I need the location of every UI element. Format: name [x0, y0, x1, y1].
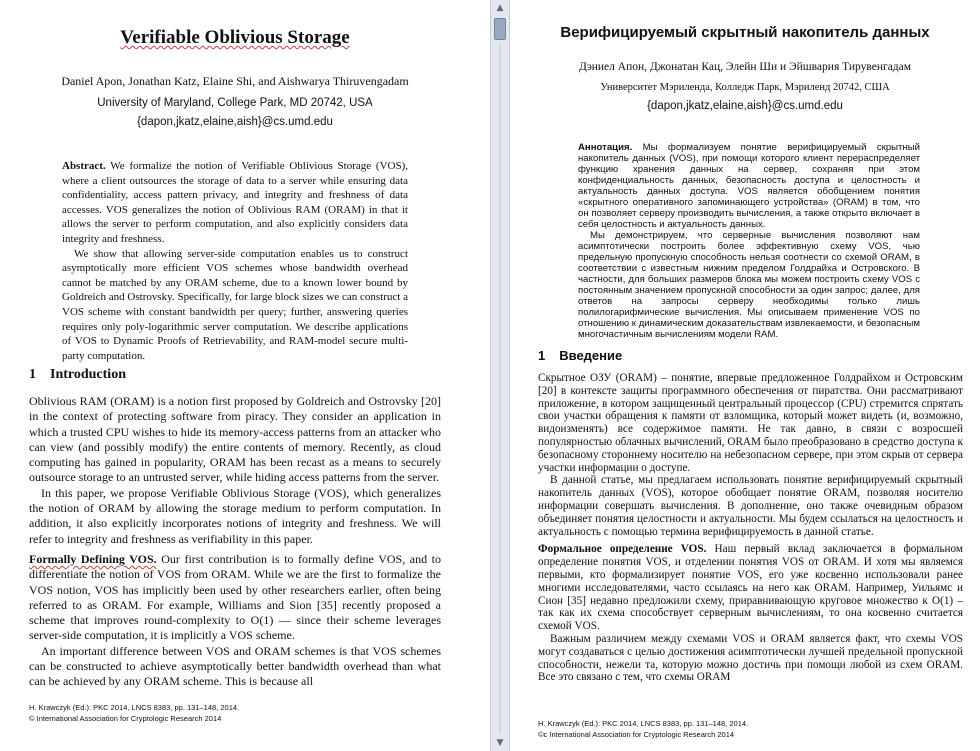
translated-body-paragraph-4: Важным различием между схемами VOS и ORAM является факт, что схемы VOS могут создаваться с целью достижения асимптотически лучшей предельной пропускной способности, нежели та, которую можно достичь при помощи любой из схем ORAM. Все это связано с тем, что схемы ORAM	[538, 632, 963, 684]
translated-abstract-label: Аннотация.	[578, 142, 633, 153]
translated-body-paragraph-3-text: Наш первый вклад заключается в формальном определение понятия VOS, и отделении понятия VOS от ORAM. И хотя мы являемся первыми, кто формализирует понятие VOS, его уже косвенно использовали ранее многими исследователями, часто ссылаясь на него как ORAM. Например, Уильямс и Сион [35] недавно предложили схему, приравнивающую круговое множество к O(1) – так как их схема способствует серверным вычислениям, то она косвенно считается схемой VOS.	[538, 543, 964, 633]
translated-body-text	[538, 372, 963, 684]
abstract-paragraph-1	[62, 159, 408, 247]
section-title: Introduction	[50, 367, 126, 382]
body-text	[29, 394, 441, 690]
section-number: 1	[29, 367, 36, 382]
footer	[29, 702, 239, 724]
translated-body-paragraph-3	[538, 543, 963, 633]
translated-footer	[538, 718, 748, 740]
abstract-paragraph-2: We show that allowing server-side computation enables us to construct asymptotically more efficient VOS schemes whose bandwidth overhead cannot be matched by any ORAM scheme, due to a known lower bound by Goldreich and Ostrovsky. Specifically, for large block sizes we can construct a VOS scheme with constant bandwidth per query; further, answering queries requires only poly-logarithmic server computation. We describe applications of VOS to Dynamic Proofs of Retrievability, and RAM-model secure multi-party computation.	[62, 247, 408, 362]
scroll-track[interactable]	[499, 44, 501, 734]
body-paragraph-3	[29, 552, 441, 644]
scroll-thumb[interactable]	[494, 18, 506, 40]
email: {dapon,jkatz,elaine,aish}@cs.umd.edu	[137, 116, 333, 128]
footer-line-2: © International Association for Cryptologic Research 2014	[29, 714, 222, 723]
translated-body-paragraph-3-lead: Формальное определение VOS.	[538, 543, 707, 556]
translated-authors: Дэниел Апон, Джонатан Кац, Элейн Ши и Эйшвария Тирувенгадам	[578, 61, 912, 73]
body-paragraph-4: An important difference between VOS and ORAM schemes is that VOS schemes can be constructed to achieve asymptotically better bandwidth overhead than what can be achieved by any ORAM scheme. This is because all	[29, 643, 441, 689]
translated-abstract-text-1: Мы формализуем понятие верифицируемый скрытный накопитель данных (VOS), при помощи которого клиент перераспределяет функцию хранения данных на сервер, сохраняя при этом конфиденциальность данных, безопасность доступа и целостность и актуальность данных доступа. VOS является обобщением понятия «скрытного оперативного запоминающего устройства» (ORAM) в том, что он позволяет серверу производить вычисления, а также открыто включает в себя целостность и актуальность данных.	[578, 142, 920, 230]
scroll-up-arrow-icon[interactable]: ▲	[496, 3, 504, 13]
abstract	[62, 159, 408, 363]
vertical-scrollbar[interactable]	[490, 0, 510, 751]
scroll-down-arrow-icon[interactable]: ▼	[496, 738, 504, 748]
translated-section-title: Введение	[559, 348, 623, 363]
translated-title: Верифицируемый скрытный накопитель данных	[560, 24, 930, 41]
right-document-pane[interactable]	[510, 0, 980, 751]
paper-title-text: Verifiable Oblivious Storage	[120, 27, 350, 48]
translated-email: {dapon,jkatz,elaine,aish}@cs.umd.edu	[647, 100, 843, 112]
translated-abstract-paragraph-2: Мы демонстрируем, что серверные вычисления позволяют нам асимптотически построить более эффективную схему VOS, чью предельную пропускную способность нельзя соотнести со схемой ORAM, в соответствии с известным нижним пределом Голдрайха и Островского. В частности, для больших размеров блока мы можем построить схему VOS с постоянным значением пропускной способности за один запрос; далее, для ответов на запросы серверу необходимы только лишь полилогарифмические вычисления. Мы описываем применение VOS по отношению к динамическим доказательствам извлекаемости, и безопасным многочастичным вычислениям модели RAM.	[578, 230, 920, 340]
translated-body-paragraph-1: Скрытное ОЗУ (ORAM) – понятие, впервые предложенное Голдрайхом и Островским [20] в контексте защиты программного обеспечения от пиратства. Они рассматривают приложение, в котором защищенный центральный процессор (CPU) стремится спрятать свои участки обращения к памяти от взломщика, который может видеть (и, возможно, видоизменять) все содержимое памяти. Не так давно, в связи с возросшей популярностью облачных вычислений, ORAM было преобразовано в средство доступа к безопасному стороннему носителю на небезопасном сервере, при этом скрыв от сервера участки информации о доступе.	[538, 372, 963, 474]
paper-title	[0, 27, 470, 49]
body-paragraph-3-lead: Formally Defining VOS.	[29, 551, 157, 566]
translated-abstract-paragraph-1	[578, 142, 920, 230]
translated-affiliation: Университет Мэриленда, Колледж Парк, Мэриленд 20742, США	[600, 82, 890, 93]
footer-line-1: H. Krawczyk (Ed.): PKC 2014, LNCS 8383, pp. 131–148, 2014.	[29, 703, 240, 712]
translated-section-heading	[538, 348, 622, 363]
translated-footer-line-1: H. Krawczyk (Ed.): PKC 2014, LNCS 8383, pp. 131–148, 2014.	[538, 719, 749, 728]
body-paragraph-1: Oblivious RAM (ORAM) is a notion first proposed by Goldreich and Ostrovsky [20] in the context of protecting software from piracy. They consider an application in which a trusted CPU wishes to hide its memory-access patterns from an attacker who can view (and possibly modify) the entire contents of memory. Recently, as cloud computing has gained in popularity, ORAM has been recast as a means to securely outsource storage to an untrusted server, while hiding access patterns from the server.	[29, 394, 441, 485]
affiliation: University of Maryland, College Park, MD 20742, USA	[97, 97, 373, 109]
authors: Daniel Apon, Jonathan Katz, Elaine Shi, and Aishwarya Thiruvengadam	[61, 74, 409, 88]
body-paragraph-2: In this paper, we propose Verifiable Oblivious Storage (VOS), which generalizes the notion of ORAM by allowing the storage medium to perform computation. In addition, it also explicitly incorporates notions of integrity and freshness. We will refer to integrity and freshness as verifiability in this paper.	[29, 485, 441, 546]
abstract-label: Abstract.	[62, 160, 106, 172]
section-heading	[29, 367, 126, 383]
translated-section-number: 1	[538, 348, 546, 363]
translated-footer-line-2: ©c International Association for Cryptologic Research 2014	[538, 730, 735, 739]
body-paragraph-3-text: Our first contribution is to formally define VOS, and to differentiate the notion of VOS from ORAM. While we are the first to formalize the VOS notion, VOS has implicitly been used by other researchers earlier, often being referred to as ORAM. For example, Williams and Sion [35] recently proposed a scheme that improves round-complexity to O(1) — since their scheme leverages server-side computation, it is implicitly a VOS scheme.	[29, 551, 442, 643]
translated-body-paragraph-2: В данной статье, мы предлагаем использовать понятие верифицируемый скрытный накопитель данных (VOS), которое обобщает понятие ORAM, позволяя носителю информации совершать вычисления. В дополнение, оно также очевидным образом объединяет понятия целостности и актуальности. Мы будем ссылаться на целостность и актуальность с помощью термина верифицируемость в данной статье.	[538, 474, 963, 538]
abstract-text-1: We formalize the notion of Verifiable Oblivious Storage (VOS), where a client outsources the storage of data to a server while ensuring data confidentiality, access pattern privacy, and integrity and freshness of data accesses. VOS generalizes the notion of Oblivious RAM (ORAM) in that it allows the server to perform computation, and also explicitly considers data integrity and freshness.	[62, 160, 409, 245]
translated-abstract	[578, 142, 920, 340]
